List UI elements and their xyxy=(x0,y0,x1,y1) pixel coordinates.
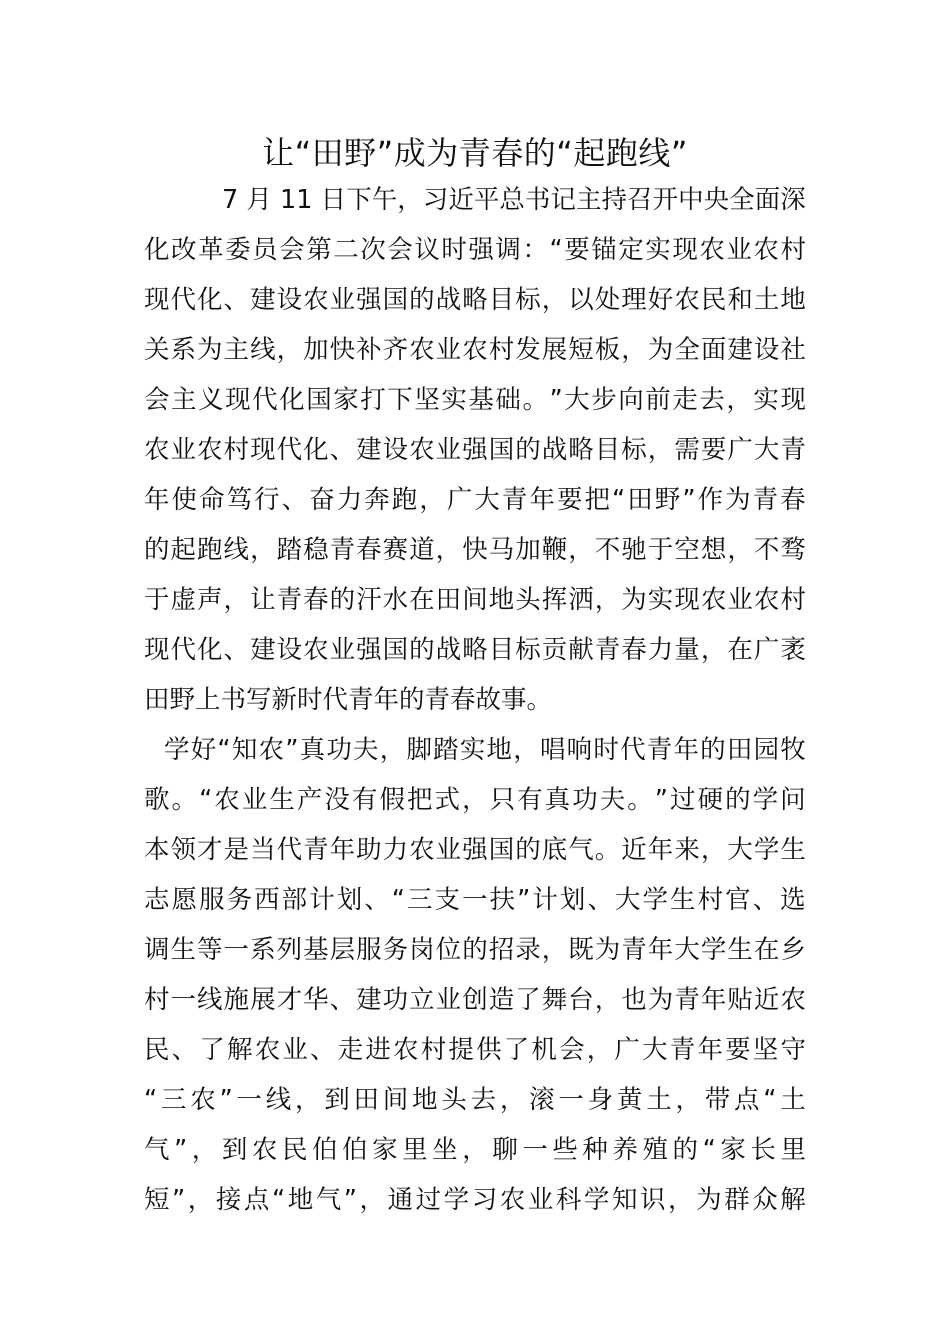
document-page xyxy=(144,0,806,1344)
paragraph-2-line-9: 气 ” ， 到 农 民 伯 伯 家 里 坐 ， 聊 一 些 种 养 殖 的 “ 家 长 里 xyxy=(144,1135,806,1165)
paragraph-2-line-7: 民 、 了 解 农 业 、 走 进 农 村 提 供 了 机 会 ， 广 大 青 年 要 坚 守 xyxy=(144,1035,806,1065)
paragraph-1-line-10: 现 代 化 、 建 设 农 业 强 国 的 战 略 目 标 贡 献 青 春 力 量 ， 在 广 袤 xyxy=(144,635,806,665)
document-title: 让“田野”成为青春的“起跑线” xyxy=(262,134,688,172)
paragraph-2-line-10: 短 ” ， 接 点 “ 地 气 ” ， 通 过 学 习 农 业 科 学 知 识 ， 为 群 众 解 xyxy=(144,1185,806,1215)
paragraph-2-line-2: 歌 。 “ 农 业 生 产 没 有 假 把 式 ， 只 有 真 功 夫 。 ” 过 硬 的 学 问 xyxy=(144,785,806,815)
paragraph-1-line-4: 关 系 为 主 线 ， 加 快 补 齐 农 业 农 村 发 展 短 板 ， 为 全 面 建 设 社 xyxy=(144,335,806,365)
paragraph-1-line-8: 的 起 跑 线 ， 踏 稳 青 春 赛 道 ， 快 马 加 鞭 ， 不 驰 于 空 想 ， 不 骛 xyxy=(144,535,806,565)
paragraph-2-line-4: 志 愿 服 务 西 部 计 划 、 “ 三 支 一 扶 ” 计 划 、 大 学 生 村 官 、 选 xyxy=(144,885,806,915)
paragraph-1-line-6: 农 业 农 村 现 代 化 、 建 设 农 业 强 国 的 战 略 目 标 ， 需 要 广 大 青 xyxy=(144,435,806,465)
paragraph-1-line-5: 会 主 义 现 代 化 国 家 打 下 坚 实 基 础 。 ” 大 步 向 前 走 去 ， 实 现 xyxy=(144,385,806,415)
paragraph-2-line-8: “ 三 农 ” 一 线 ， 到 田 间 地 头 去 ， 滚 一 身 黄 土 ， 带 点 “ 土 xyxy=(144,1085,806,1115)
paragraph-2-line-6: 村 一 线 施 展 才 华 、 建 功 立 业 创 造 了 舞 台 ， 也 为 青 年 贴 近 农 xyxy=(144,985,806,1015)
paragraph-1-line-2: 化 改 革 委 员 会 第 二 次 会 议 时 强 调 ： “ 要 锚 定 实 现 农 业 农 村 xyxy=(144,235,806,265)
paragraph-2-line-3: 本 领 才 是 当 代 青 年 助 力 农 业 强 国 的 底 气 。 近 年 来 ， 大 学 生 xyxy=(144,835,806,865)
paragraph-1-line-11: 田野上书写新时代青年的青春故事。 xyxy=(144,685,553,715)
paragraph-1-line-1: 7 月 1 1 日 下 午 ， 习 近 平 总 书 记 主 持 召 开 中 央 全 面 深 xyxy=(222,185,806,215)
paragraph-1-line-9: 于 虚 声 ， 让 青 春 的 汗 水 在 田 间 地 头 挥 洒 ， 为 实 现 农 业 农 村 xyxy=(144,585,806,615)
paragraph-1-line-7: 年 使 命 笃 行 、 奋 力 奔 跑 ， 广 大 青 年 要 把 “ 田 野 ” 作 为 青 春 xyxy=(144,485,806,515)
paragraph-2-line-5: 调 生 等 一 系 列 基 层 服 务 岗 位 的 招 录 ， 既 为 青 年 大 学 生 在 乡 xyxy=(144,935,806,965)
paragraph-2-line-1: 学 好 “ 知 农 ” 真 功 夫 ， 脚 踏 实 地 ， 唱 响 时 代 青 年 的 田 园 牧 xyxy=(164,735,806,765)
paragraph-1-line-3: 现 代 化 、 建 设 农 业 强 国 的 战 略 目 标 ， 以 处 理 好 农 民 和 土 地 xyxy=(144,285,806,315)
